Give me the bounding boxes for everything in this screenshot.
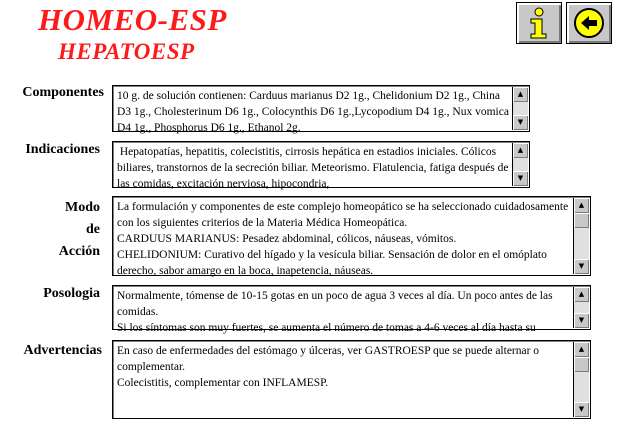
modo-label-line1: Modo xyxy=(65,200,100,215)
indicaciones-label: Indicaciones xyxy=(25,142,100,157)
componentes-text: 10 g. de solución contienen: Carduus marianus D2 1g., Chelidonium D2 1g., China D3 1g., Cholesterinum D6 1g., Colocynthis D6 1g.,Lycopodium D4 1g., Nux vomica D4 1g., Phosphorus D6 1g., Ethanol 2g. xyxy=(117,90,512,134)
componentes-label: Componentes xyxy=(22,85,104,100)
scroll-down-icon[interactable]: ▼ xyxy=(513,115,528,130)
scroll-thumb[interactable] xyxy=(574,213,589,228)
info-button[interactable] xyxy=(516,2,562,44)
modo-accion-scrollbar[interactable] xyxy=(573,198,589,274)
posologia-text: Normalmente, tómense de 10-15 gotas en un poco de agua 3 veces al día. Un poco antes de las comidas. Si los síntomas son muy fuertes, se aumenta el número de tomas a 4-6 veces al día hasta su xyxy=(117,290,553,334)
indicaciones-scrollbar[interactable] xyxy=(512,143,528,186)
scroll-thumb[interactable] xyxy=(574,357,589,372)
scroll-down-icon[interactable]: ▼ xyxy=(513,171,528,186)
back-arrow-icon xyxy=(572,6,606,40)
scroll-up-icon[interactable]: ▲ xyxy=(574,342,589,357)
advertencias-scrollbar[interactable] xyxy=(573,342,589,417)
componentes-scrollbar[interactable] xyxy=(512,87,528,130)
scroll-down-icon[interactable]: ▼ xyxy=(574,259,589,274)
modo-accion-text: La formulación y componentes de este complejo homeopático se ha seleccionado cuidadosamente con los siguientes criterios de la Materia Médica Homeopática. CARDUUS MARIANUS: Pesadez abdominal, cólicos, náuseas, vómitos. CHELIDONIUM: Curativo del hígado y la vesícula biliar. Sensación de dolor en el omóplato derecho, sabor amargo en la boca, inapetencia, náuseas. xyxy=(117,201,569,277)
info-icon xyxy=(524,6,554,40)
scroll-down-icon[interactable]: ▼ xyxy=(574,402,589,417)
posologia-textbox[interactable] xyxy=(112,285,591,334)
advertencias-text: En caso de enfermedades del estómago y úlceras, ver GASTROESP que se puede alternar o complementar. Colecistitis, complementar con INFLAMESP. xyxy=(117,345,540,389)
posologia-label: Posologia xyxy=(43,286,100,301)
componentes-textbox[interactable] xyxy=(112,85,530,132)
back-button[interactable] xyxy=(566,2,612,44)
scroll-up-icon[interactable]: ▲ xyxy=(513,143,528,158)
scroll-up-icon[interactable]: ▲ xyxy=(513,87,528,102)
modo-label-line2: de xyxy=(86,222,100,237)
modo-label-line3: Acción xyxy=(58,244,100,259)
scroll-down-icon[interactable]: ▼ xyxy=(574,313,589,328)
scroll-up-icon[interactable]: ▲ xyxy=(574,287,589,302)
advertencias-textbox[interactable] xyxy=(112,340,591,419)
posologia-scrollbar[interactable] xyxy=(573,287,589,328)
indicaciones-text: Hepatopatías, hepatitis, colecistitis, cirrosis hepática en estadios iniciales. Cólicos biliares, transtornos de la secreción biliar. Meteorismo. Flatulencia, fatiga después de las comidas, excitación nerviosa, hipocondria, xyxy=(117,146,512,190)
modo-accion-label xyxy=(8,197,100,263)
product-name: HEPATOESP xyxy=(58,39,195,64)
app-title: HOMEO-ESP xyxy=(38,2,227,37)
scroll-up-icon[interactable]: ▲ xyxy=(574,198,589,213)
advertencias-label: Advertencias xyxy=(23,343,102,358)
indicaciones-textbox[interactable] xyxy=(112,141,530,188)
modo-accion-textbox[interactable] xyxy=(112,196,591,276)
